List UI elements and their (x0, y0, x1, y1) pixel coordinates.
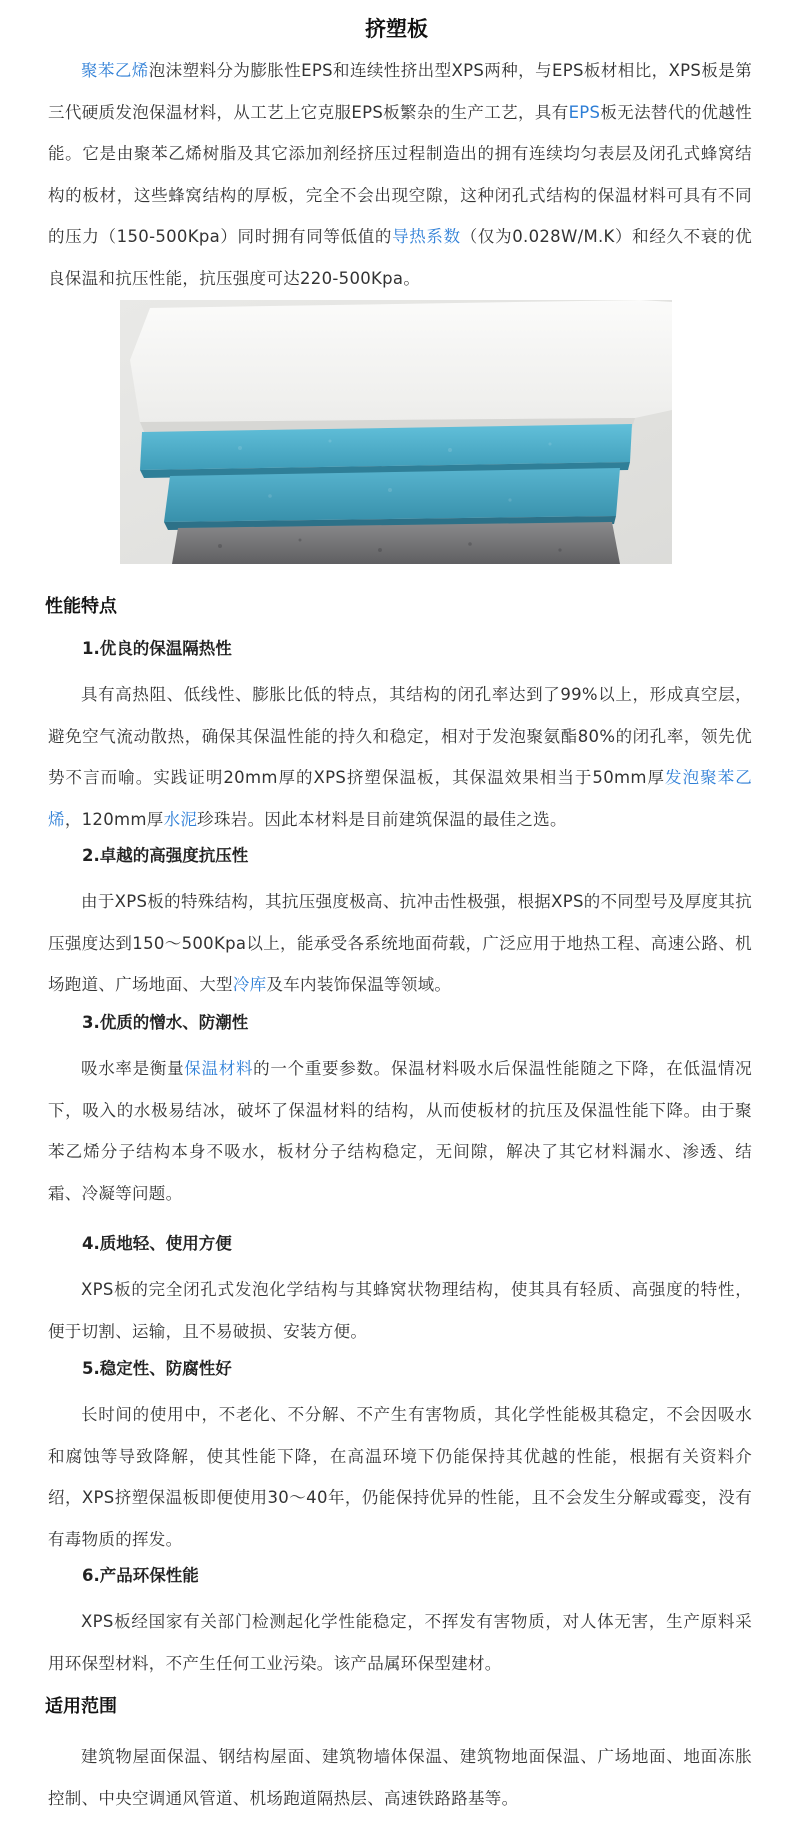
term-link[interactable]: 导热系数 (392, 227, 461, 246)
feature-paragraph-1 (48, 674, 752, 840)
text-run: 及车内装饰保温等领域。 (266, 975, 452, 994)
feature-heading-3: 3.优质的憎水、防潮性 (82, 1013, 249, 1032)
term-link[interactable]: EPS (568, 102, 601, 122)
text-run: 泡沫塑料分为膨胀性EPS和连续性挤出型XPS两种，与EPS板材相比，XPS板是第三代硬质发泡保温材料，从工艺上它克服EPS板繁杂的生产工艺，具有 (48, 61, 752, 122)
page-title: 挤塑板 (365, 17, 428, 41)
feature-paragraph-2 (48, 881, 752, 1006)
term-link[interactable]: 发泡聚苯乙烯 (48, 768, 752, 829)
text-run: 长时间的使用中，不老化、不分解、不产生有害物质，其化学性能极其稳定，不会因吸水和腐蚀等导致降解，使其性能下降，在高温环境下仍能保持其优越的性能，根据有关资料介绍，XPS挤塑保温板即便使用30～40年，仍能保持优异的性能，且不会发生分解或霉变，没有有毒物质的挥发。 (48, 1405, 752, 1549)
section-heading-performance: 性能特点 (45, 596, 117, 617)
text-run: ，120mm厚 (64, 809, 164, 829)
text-run: 吸水率是衡量 (81, 1059, 185, 1078)
feature-paragraph-4 (48, 1269, 752, 1352)
term-link[interactable]: 保温材料 (184, 1059, 254, 1078)
feature-heading-6: 6.产品环保性能 (82, 1566, 199, 1585)
intro-paragraph (48, 50, 752, 299)
text-run: 板无法替代的优越性能。它是由聚苯乙烯树脂及其它添加剂经挤压过程制造出的拥有连续均匀表层及闭孔式蜂窝结构的板材，这些蜂窝结构的厚板，完全不会出现空隙，这种闭孔式结构的保温材料可具有不同的压力（150-500Kpa）同时拥有同等低值的 (48, 102, 752, 246)
text-run: 建筑物屋面保温、钢结构屋面、建筑物墙体保温、建筑物地面保温、广场地面、地面冻胀控制、中央空调通风管道、机场跑道隔热层、高速铁路路基等。 (48, 1747, 752, 1808)
applications-paragraph (48, 1736, 752, 1819)
feature-paragraph-3 (48, 1048, 752, 1214)
term-link[interactable]: 冷库 (232, 975, 267, 994)
feature-heading-1: 1.优良的保温隔热性 (82, 639, 232, 658)
feature-heading-2: 2.卓越的高强度抗压性 (82, 846, 249, 865)
text-run: （仅为0.028W/M.K）和经久不衰的优良保温和抗压性能，抗压强度可达220-500Kpa。 (48, 227, 752, 288)
feature-heading-4: 4.质地轻、使用方便 (82, 1234, 232, 1253)
xps-board-photo (120, 300, 672, 564)
term-link[interactable]: 聚苯乙烯 (81, 61, 149, 80)
text-run: XPS板经国家有关部门检测起化学性能稳定，不挥发有害物质，对人体无害，生产原料采用环保型材料，不产生任何工业污染。该产品属环保型建材。 (48, 1612, 752, 1673)
text-run: XPS板的完全闭孔式发泡化学结构与其蜂窝状物理结构，使其具有轻质、高强度的特性，便于切割、运输，且不易破损、安装方便。 (48, 1280, 752, 1341)
text-run: 珍珠岩。因此本材料是目前建筑保温的最佳之选。 (197, 809, 567, 829)
feature-paragraph-5 (48, 1394, 752, 1560)
text-run: 由于XPS板的特殊结构，其抗压强度极高、抗冲击性极强，根据XPS的不同型号及厚度其抗压强度达到150～500Kpa以上，能承受各系统地面荷载，广泛应用于地热工程、高速公路、机场跑道、广场地面、大型 (48, 892, 752, 994)
feature-heading-5: 5.稳定性、防腐性好 (82, 1359, 232, 1378)
section-heading-applications: 适用范围 (45, 1696, 117, 1717)
term-link[interactable]: 水泥 (163, 809, 198, 829)
text-run: 具有高热阻、低线性、膨胀比低的特点，其结构的闭孔率达到了99%以上，形成真空层，避免空气流动散热，确保其保温性能的持久和稳定，相对于发泡聚氨酯80%的闭孔率，领先优势不言而喻。实践证明20mm厚的XPS挤塑保温板，其保温效果相当于50mm厚 (48, 685, 752, 787)
feature-paragraph-6 (48, 1601, 752, 1684)
text-run: 的一个重要参数。保温材料吸水后保温性能随之下降，在低温情况下，吸入的水极易结冰，破坏了保温材料的结构，从而使板材的抗压及保温性能下降。由于聚苯乙烯分子结构本身不吸水，板材分子结构稳定，无间隙，解决了其它材料漏水、渗透、结霜、冷凝等问题。 (48, 1059, 752, 1203)
